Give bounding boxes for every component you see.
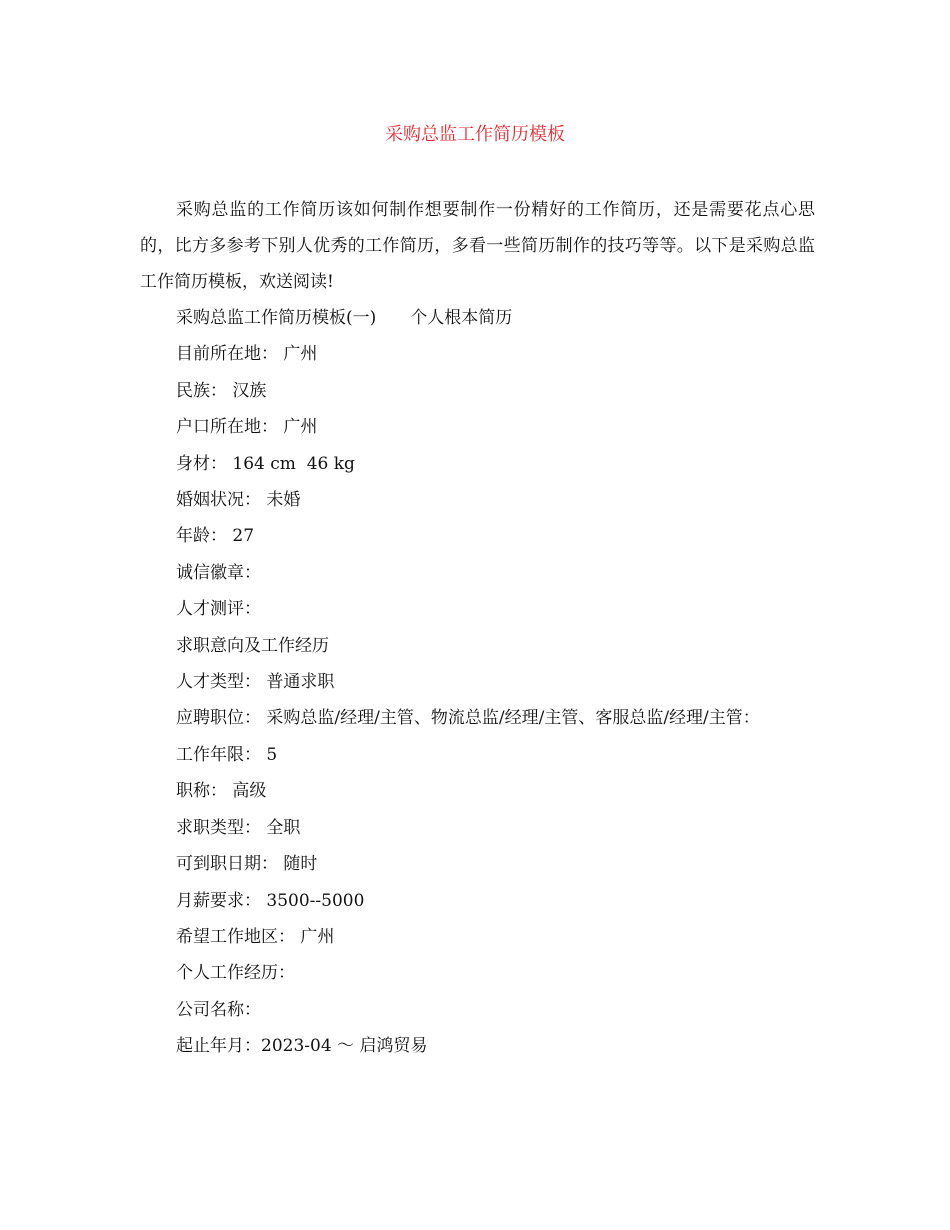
line-height-weight: 身材： 164 cm 46 kg	[176, 453, 355, 474]
line-salary-expectation: 月薪要求： 3500--5000	[176, 890, 365, 911]
line-job-title: 职称： 高级	[176, 781, 267, 802]
line-desired-area: 希望工作地区： 广州	[176, 926, 335, 947]
intro-paragraph: 采购总监的工作简历该如何制作想要制作一份精好的工作简历，还是需要花点心思的，比方多参考下别人优秀的工作简历，多看一些简历制作的技巧等等。以下是采购总监工作简历模板，欢送阅读!	[140, 200, 815, 292]
line-company-name: 公司名称：	[176, 999, 261, 1020]
line-marital-status: 婚姻状况： 未婚	[176, 490, 301, 511]
line-talent-type: 人才类型： 普通求职	[176, 672, 335, 693]
document-title: 采购总监工作简历模板	[385, 124, 565, 145]
line-period: 起止年月：2023-04 ～ 启鸿贸易	[176, 1036, 428, 1057]
line-current-location: 目前所在地： 广州	[176, 344, 318, 365]
line-job-type: 求职类型： 全职	[176, 817, 301, 838]
line-talent-assessment: 人才测评：	[176, 599, 261, 620]
line-ethnicity: 民族： 汉族	[176, 380, 267, 401]
line-applied-positions: 应聘职位： 采购总监/经理/主管、物流总监/经理/主管、客服总监/经理/主管：	[176, 708, 760, 729]
line-age: 年龄： 27	[176, 526, 255, 547]
line-section-heading-basic: 采购总监工作简历模板(一) 个人根本简历	[176, 308, 513, 328]
line-work-history-heading: 个人工作经历：	[176, 963, 295, 984]
line-available-date: 可到职日期： 随时	[176, 854, 318, 875]
resume-lines	[140, 300, 815, 1065]
line-section-heading-intent: 求职意向及工作经历	[176, 635, 329, 656]
line-years-of-work: 工作年限： 5	[176, 744, 278, 765]
line-integrity-badge: 诚信徽章：	[176, 562, 261, 583]
line-household-location: 户口所在地： 广州	[176, 417, 318, 438]
